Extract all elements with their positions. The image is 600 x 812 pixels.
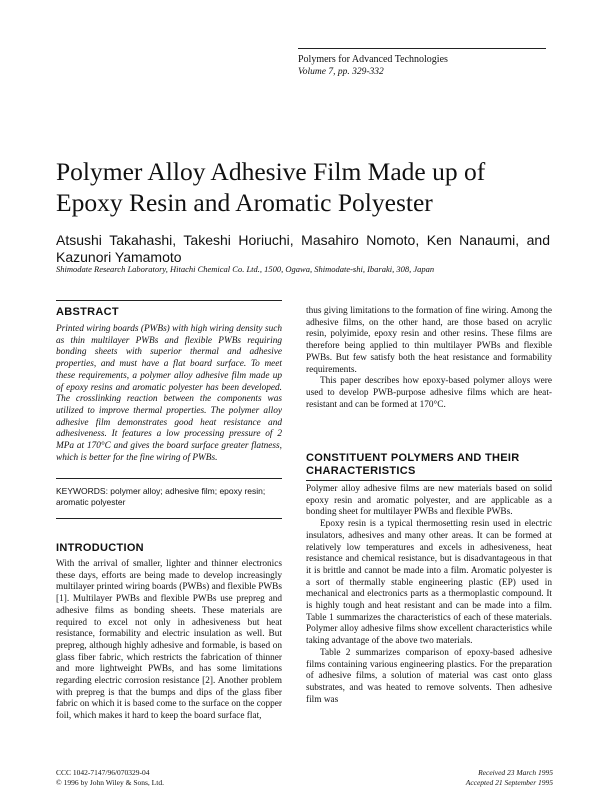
introduction-heading: INTRODUCTION (56, 542, 144, 554)
abstract-heading: ABSTRACT (56, 306, 119, 318)
section-heading-constituent-polymers: CONSTITUENT POLYMERS AND THEIR CHARACTERISTICS (306, 452, 520, 477)
journal-volume: Volume 7, pp. 329-332 (298, 67, 384, 77)
ccc-code: CCC 1042-7147/96/070329-04 (56, 768, 150, 777)
body-paragraph: Polymer alloy adhesive films are new materials based on solid epoxy resin and aromatic polyester, and are applicable as a bonding sheet for multilayer PWBs and flexible PWBs. (306, 484, 552, 518)
abstract-paragraph: Printed wiring boards (PWBs) with high wiring density such as thin multilayer PWBs and flexible PWBs requiring bonding sheets with superior thermal and adhesive properties, and must have a flat board surface. To meet these requirements, a polymer alloy adhesive film made up of epoxy resins and aromatic polyester has been developed. The crosslinking reaction between the components was utilized to improve thermal properties. The polymer alloy adhesive film demonstrates good heat resistance and adhesiveness. It features a low processing pressure of 2 MPa at 170°C and gives the board surface greater flatness, which is better for the fine wiring of PWBs. (56, 324, 282, 463)
section-rule (306, 480, 552, 481)
body-paragraph: This paper describes how epoxy-based polymer alloys were used to develop PWB-purpose adhesive films which are heat-resistant and can be formed at 170°C. (306, 376, 552, 410)
abstract-body (56, 324, 282, 464)
journal-name: Polymers for Advanced Technologies (298, 54, 448, 65)
right-column-body (306, 484, 552, 706)
keywords-bottom-rule (56, 518, 282, 519)
keywords-top-rule (56, 478, 282, 479)
footer-dates (440, 768, 553, 787)
journal-header (298, 54, 448, 78)
introduction-paragraph: With the arrival of smaller, lighter and thinner electronics these days, efforts are being made to develop increasingly multilayer printed wiring boards (PWBs) and flexible PWBs [1]. Multilayer PWBs and flexible PWBs use prepreg and adhesive films as bonding sheets. These materials are required to excel not only in adhesiveness but heat resistance, formability and electric insulation as well. But prepreg, although highly adhesive and formable, is based on glass fiber fabric, which restricts the fabrication of thinner and more lightweight PWBs, and has some limitations regarding electric corrosion resistance [2]. Another problem with prepreg is that the bumps and dips of the glass fiber fabric on which it is based come to the surface on the copper foil, which makes it hard to keep the board surface flat, (56, 559, 282, 722)
right-column-top (306, 306, 552, 411)
body-paragraph: thus giving limitations to the formation of fine wiring. Among the adhesive films, on the other hand, are those based on acrylic resin, polyimide, epoxy resin and other resins. These films are therefore being applied to thin multilayer PWBs and flexible PWBs. But few satisfy both the heat resistance and formability requirements. (306, 306, 552, 375)
keywords: KEYWORDS: polymer alloy; adhesive film; epoxy resin; aromatic polyester (56, 486, 266, 507)
body-paragraph: Table 2 summarizes comparison of epoxy-based adhesive films containing various engineering plastics. For the preparation of adhesive films, a solution of material was cast onto glass substrates, and was heated to remove solvents. Then adhesive film was (306, 647, 552, 705)
author-list: Atsushi Takahashi, Takeshi Horiuchi, Masahiro Nomoto, Ken Nanaumi, and Kazunori Yamamoto (56, 232, 550, 265)
body-paragraph: Epoxy resin is a typical thermosetting resin used in electric insulators, adhesives and many other areas. It can be formed at relatively low temperatures and excels in adhesiveness, heat resistance and chemical resistance, but is disadvantageous in that it is brittle and cannot be made into a film. Aromatic polyester is a sort of thermally stable engineering plastic (EP) used in mechanical and electronics parts as a thermoplastic compound. It is highly tough and heat resistant and can be made into a film. Table 1 summarizes the characteristics of each of these materials. Polymer alloy adhesive films show excellent characteristics while taking advantage of the above two materials. (306, 519, 552, 647)
header-rule (298, 48, 546, 49)
accepted-date: Accepted 21 September 1995 (465, 777, 553, 787)
introduction-body (56, 559, 282, 723)
abstract-top-rule (56, 300, 282, 301)
footer-copyright (56, 768, 164, 787)
affiliation: Shimodate Research Laboratory, Hitachi Chemical Co. Ltd., 1500, Ogawa, Shimodate-shi, Ibaraki, 308, Japan (56, 264, 435, 274)
copyright-line: © 1996 by John Wiley & Sons, Ltd. (56, 777, 164, 787)
paper-title: Polymer Alloy Adhesive Film Made up of Epoxy Resin and Aromatic Polyester (56, 157, 486, 217)
received-date: Received 23 March 1995 (478, 768, 553, 777)
